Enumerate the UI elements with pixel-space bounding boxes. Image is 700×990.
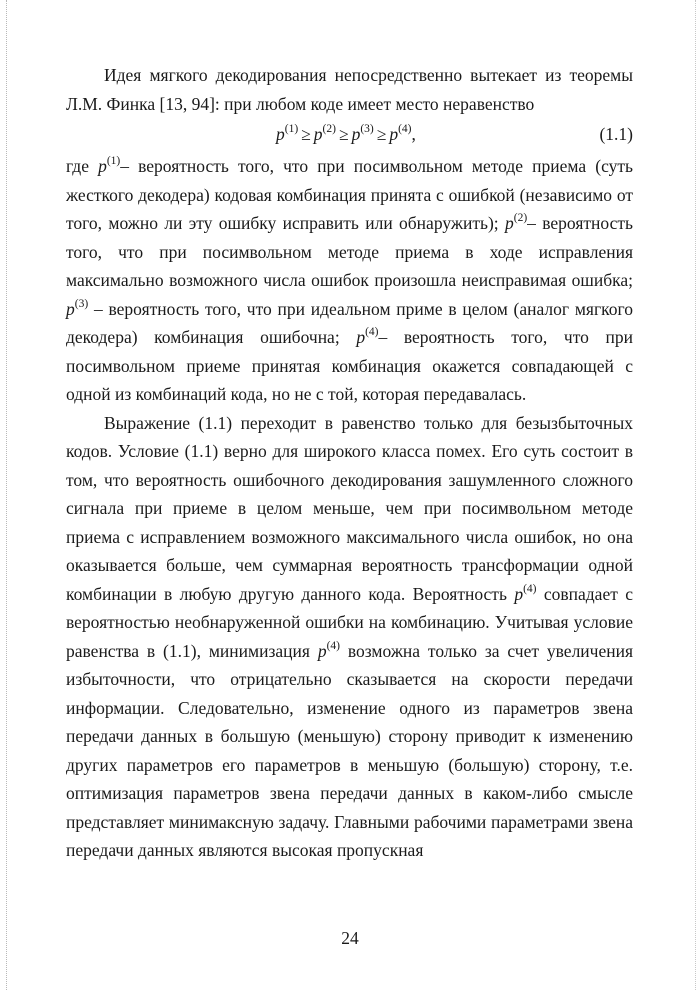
math-p: p [356, 327, 366, 347]
equation-1-1 [66, 116, 633, 152]
ge-symbol: ≥ [338, 124, 349, 144]
sup-4: (4) [398, 122, 412, 135]
ge-symbol: ≥ [301, 124, 311, 144]
sup-4: (4) [523, 582, 537, 595]
discussion-part-3: возможна только за счет увеличения избыточности, что отрицательно сказывается на скорости передачи информации. Следовательно, изменение одного из параметров звена передачи данных в большую (меньшую) сторону приводит к изменению других параметров его параметров в меньшую (большую) сторону, т.е. оптимизация параметров звена передачи данных в каком-либо смысле представляет минимаксную задачу. Главными рабочими параметрами звена передачи данных являются высокая пропускная [66, 640, 634, 860]
sup-3: (3) [360, 122, 374, 135]
math-p: p [504, 213, 514, 233]
equation-number: (1.1) [599, 124, 633, 144]
definition-p2: – вероятность того, что при посимвольном методе приема в ходе исправления максимально возможного числа ошибок произошла неисправимая ошибка; [66, 213, 633, 290]
sup-4: (4) [326, 639, 340, 652]
math-p: p [351, 124, 361, 144]
math-p: p [276, 124, 285, 144]
paragraph-discussion [66, 409, 633, 865]
discussion-part-2: совпадает с вероятностью необнаруженной ошибки на комбинацию. Учитывая условие равенства в (1.1), минимизация [66, 583, 633, 661]
definition-p4: – вероятность того, что при посимвольном приеме принятая комбинация окажется совпадающей с одной из комбинаций кода, но не с той, которая передавалась. [66, 327, 633, 404]
sup-1: (1) [106, 154, 121, 167]
math-p: p [514, 583, 524, 604]
sup-3: (3) [74, 297, 89, 310]
math-p: p [389, 124, 399, 144]
math-p: p [317, 640, 327, 661]
discussion-part-1: Выражение (1.1) переходит в равенство только для безызбыточных кодов. Условие (1.1) верно для широкого класса помех. Его суть состоит в том, что вероятность ошибочного декодирования зашумленного сложного сигнала при приеме в целом меньше, чем при посимвольном методе приема с исправлением возможного максимального числа ошибок, но она оказывается больше, чем суммарная вероятность трансформации одной комбинации в любую другую данного кода. Вероятность [66, 412, 633, 604]
ge-symbol: ≥ [376, 124, 387, 144]
body-text [66, 61, 633, 865]
page-edge-right [695, 0, 696, 990]
math-p: p [98, 156, 107, 176]
sup-1: (1) [284, 122, 299, 135]
inequality-formula [276, 120, 416, 149]
paragraph-intro [66, 61, 633, 118]
where-word: где [66, 156, 89, 176]
sup-2: (2) [322, 122, 336, 135]
intro-text: Идея мягкого декодирования непосредственно вытекает из теоремы Л.М. Финка [13, 94]: при любом коде имеет место неравенство [66, 65, 633, 114]
page-number: 24 [341, 928, 359, 948]
sup-2: (2) [513, 211, 528, 224]
sup-4: (4) [365, 325, 379, 338]
definition-p1: – вероятность того, что при посимвольном методе приема (суть жесткого декодера) кодовая комбинация принята с ошибкой (независимо от того, можно ли эту ошибку исправить или обнаружить); [66, 156, 633, 233]
definition-p3: – вероятность того, что при идеальном приме в целом (аналог мягкого декодера) комбинация ошибочна; [66, 298, 634, 347]
comma: , [411, 124, 416, 144]
math-p: p [66, 298, 75, 319]
math-p: p [313, 124, 323, 144]
paragraph-definitions [66, 152, 633, 409]
page-edge-left [6, 0, 7, 990]
